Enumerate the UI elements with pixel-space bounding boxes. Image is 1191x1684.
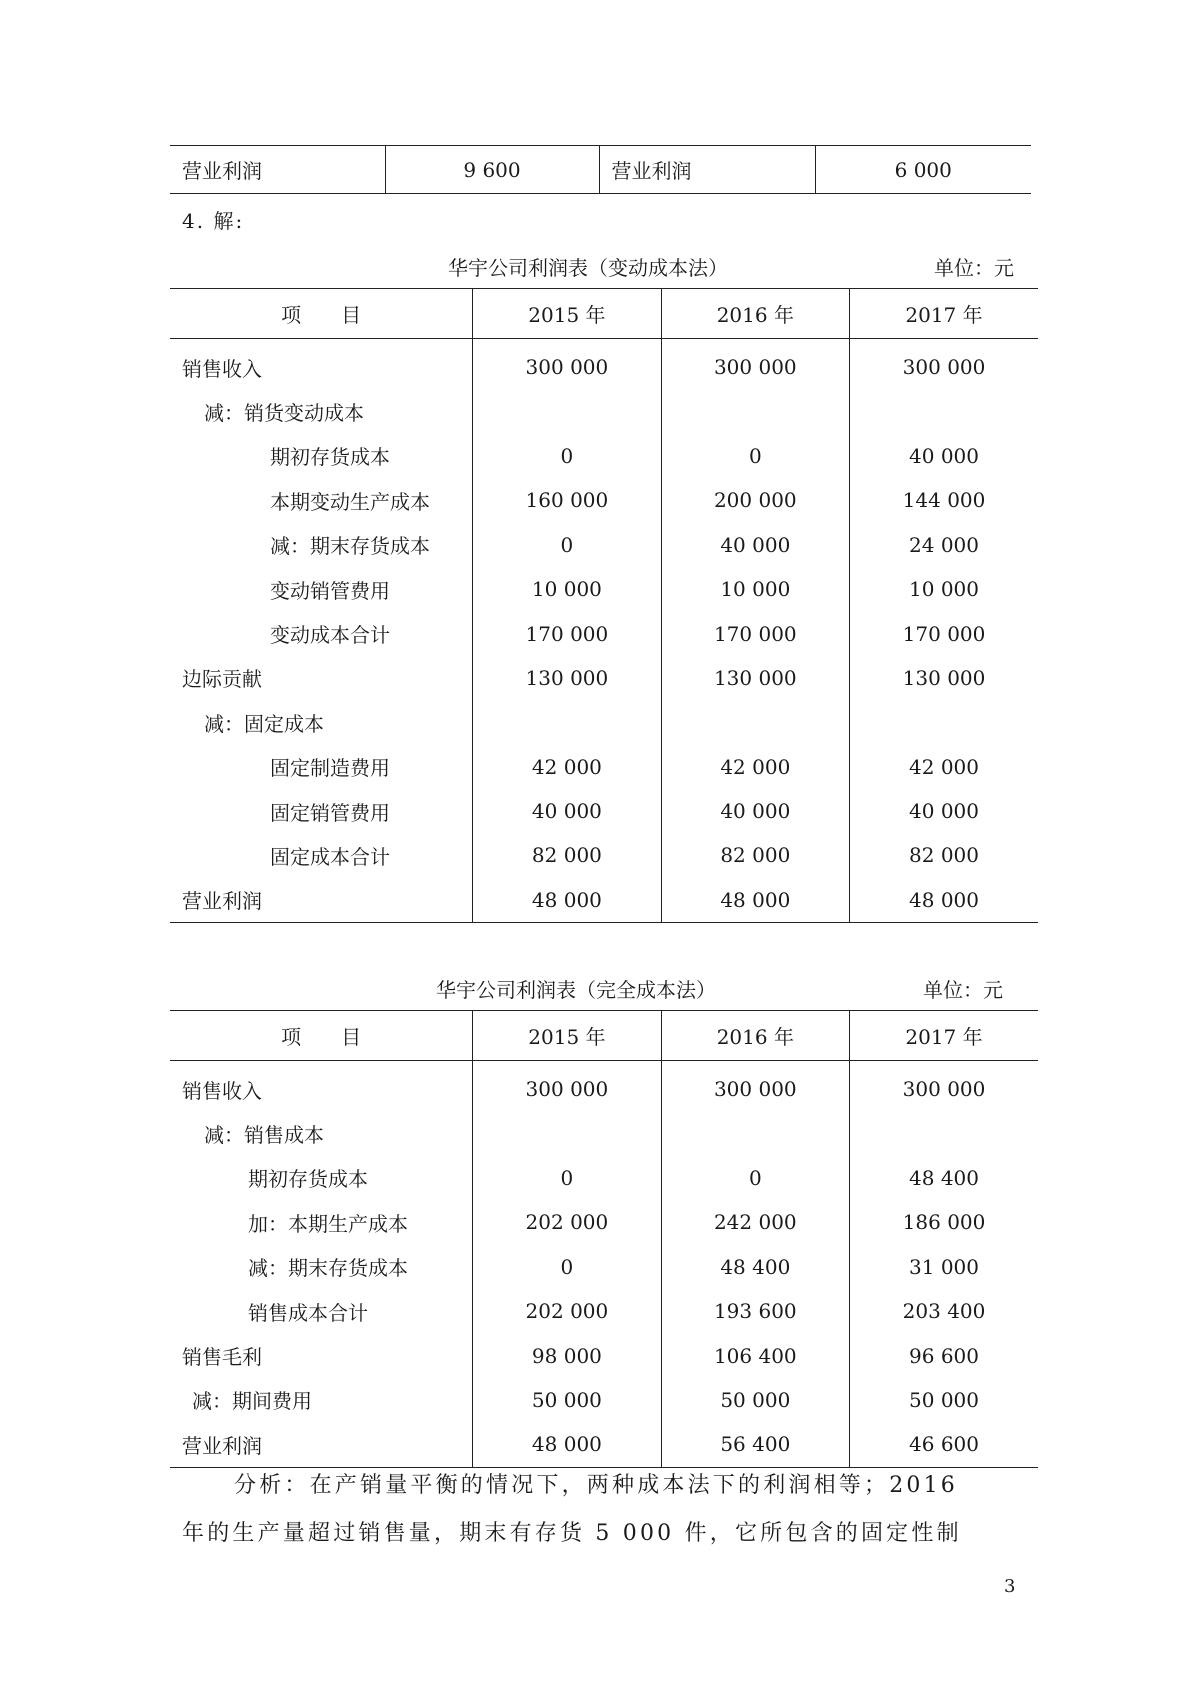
header-year: 2015 年	[473, 289, 661, 339]
table-row	[170, 745, 1038, 789]
row-value: 50 000	[661, 1378, 849, 1422]
row-value: 193 600	[661, 1289, 849, 1333]
table-row	[170, 1061, 1038, 1112]
table-row	[170, 878, 1038, 923]
row-label: 销售收入	[182, 1078, 262, 1103]
row-value: 42 000	[850, 745, 1038, 789]
header-year: 2017 年	[850, 1011, 1038, 1061]
table-row	[170, 434, 1038, 478]
row-value: 48 000	[850, 878, 1038, 923]
row-value	[661, 700, 849, 744]
table-row	[170, 1156, 1038, 1200]
row-label: 减：期间费用	[192, 1389, 312, 1414]
row-label: 本期变动生产成本	[270, 489, 430, 514]
row-value: 24 000	[850, 523, 1038, 567]
row-value: 48 000	[661, 878, 849, 923]
row-label: 固定销管费用	[270, 800, 390, 825]
row-label: 期初存货成本	[270, 445, 390, 470]
row-value	[473, 389, 661, 433]
row-value: 98 000	[473, 1333, 661, 1377]
row-value	[850, 389, 1038, 433]
row-value: 40 000	[661, 789, 849, 833]
row-value: 42 000	[473, 745, 661, 789]
row-value: 56 400	[661, 1422, 849, 1467]
row-value: 170 000	[473, 611, 661, 655]
table-caption: 华宇公司利润表（完全成本法）	[436, 978, 716, 1002]
header-year: 2016 年	[661, 289, 849, 339]
analysis-line-1: 分析：在产销量平衡的情况下，两种成本法下的利润相等；2016	[234, 1473, 958, 1498]
row-value: 186 000	[850, 1200, 1038, 1244]
table-row	[170, 656, 1038, 700]
row-label: 加：本期生产成本	[248, 1211, 408, 1236]
table-row	[170, 389, 1038, 433]
table-row	[170, 523, 1038, 567]
row-value: 50 000	[850, 1378, 1038, 1422]
row-label: 变动成本合计	[270, 623, 390, 648]
row-value: 40 000	[850, 789, 1038, 833]
header-item: 项 目	[170, 1011, 473, 1061]
row-value: 300 000	[850, 339, 1038, 390]
header-item: 项 目	[170, 289, 473, 339]
row-value	[850, 700, 1038, 744]
row-value: 10 000	[850, 567, 1038, 611]
row-label: 减：期末存货成本	[248, 1256, 408, 1281]
row-value: 40 000	[850, 434, 1038, 478]
unit-label: 单位：元	[923, 978, 1003, 1002]
row-value: 170 000	[850, 611, 1038, 655]
row-value	[661, 389, 849, 433]
row-value: 0	[661, 1156, 849, 1200]
row-value: 130 000	[661, 656, 849, 700]
row-value	[473, 1111, 661, 1155]
row-value: 170 000	[661, 611, 849, 655]
row-value: 300 000	[850, 1061, 1038, 1112]
row-value: 0	[473, 1156, 661, 1200]
row-label: 边际贡献	[182, 667, 262, 692]
row-value: 48 400	[850, 1156, 1038, 1200]
row-value: 10 000	[661, 567, 849, 611]
row-label: 固定制造费用	[270, 756, 390, 781]
row-label: 营业利润	[182, 889, 262, 914]
absorption-costing-income-table	[170, 1010, 1038, 1468]
cell-label: 营业利润	[182, 159, 262, 183]
table-row	[170, 611, 1038, 655]
row-value: 82 000	[473, 833, 661, 877]
row-label: 销售收入	[182, 356, 262, 381]
row-value: 48 000	[473, 1422, 661, 1467]
row-value: 0	[473, 523, 661, 567]
row-value	[850, 1111, 1038, 1155]
row-value: 202 000	[473, 1200, 661, 1244]
header-year: 2017 年	[850, 289, 1038, 339]
row-label: 减：销售成本	[204, 1123, 324, 1148]
row-value: 200 000	[661, 478, 849, 522]
row-value: 300 000	[473, 1061, 661, 1112]
table-row	[170, 1289, 1038, 1333]
page-number: 3	[1004, 1576, 1016, 1597]
table-row	[170, 1333, 1038, 1377]
row-value: 50 000	[473, 1378, 661, 1422]
row-label: 营业利润	[182, 1433, 262, 1458]
row-value: 31 000	[850, 1245, 1038, 1289]
cell-value: 6 000	[815, 146, 1031, 194]
table-row	[170, 339, 1038, 390]
row-value: 144 000	[850, 478, 1038, 522]
table-row	[170, 1245, 1038, 1289]
row-value: 96 600	[850, 1333, 1038, 1377]
row-value: 0	[661, 434, 849, 478]
unit-label: 单位：元	[934, 256, 1014, 280]
row-value: 46 600	[850, 1422, 1038, 1467]
table-row	[170, 700, 1038, 744]
row-label: 固定成本合计	[270, 844, 390, 869]
row-value: 202 000	[473, 1289, 661, 1333]
row-value: 48 400	[661, 1245, 849, 1289]
row-label: 期初存货成本	[248, 1167, 368, 1192]
row-value	[473, 700, 661, 744]
row-value: 40 000	[661, 523, 849, 567]
row-label: 减：销货变动成本	[204, 401, 364, 426]
row-value: 160 000	[473, 478, 661, 522]
header-year: 2015 年	[473, 1011, 661, 1061]
row-value: 300 000	[473, 339, 661, 390]
row-value: 242 000	[661, 1200, 849, 1244]
row-value: 130 000	[473, 656, 661, 700]
header-row	[170, 1011, 1038, 1061]
cell-label: 营业利润	[599, 146, 815, 194]
row-value: 130 000	[850, 656, 1038, 700]
row-label: 减：固定成本	[204, 711, 324, 736]
table-row	[170, 1200, 1038, 1244]
cell-value: 9 600	[385, 146, 599, 194]
row-value: 82 000	[850, 833, 1038, 877]
table-row	[170, 789, 1038, 833]
header-row	[170, 289, 1038, 339]
row-label: 减：期末存货成本	[270, 534, 430, 559]
table-row	[170, 567, 1038, 611]
table-row	[170, 833, 1038, 877]
header-year: 2016 年	[661, 1011, 849, 1061]
continuation-table	[170, 145, 1031, 194]
row-value	[661, 1111, 849, 1155]
table-row	[170, 1422, 1038, 1467]
variable-costing-income-table	[170, 288, 1038, 923]
row-value: 40 000	[473, 789, 661, 833]
row-value: 82 000	[661, 833, 849, 877]
analysis-line-2: 年的生产量超过销售量，期末有存货 5 000 件，它所包含的固定性制	[182, 1521, 962, 1546]
row-value: 10 000	[473, 567, 661, 611]
table-row	[170, 1378, 1038, 1422]
row-value: 42 000	[661, 745, 849, 789]
row-value: 300 000	[661, 1061, 849, 1112]
row-label: 销售成本合计	[248, 1300, 368, 1325]
row-label: 变动销管费用	[270, 578, 390, 603]
row-value: 203 400	[850, 1289, 1038, 1333]
table-caption: 华宇公司利润表（变动成本法）	[448, 256, 728, 280]
row-value: 48 000	[473, 878, 661, 923]
row-value: 0	[473, 434, 661, 478]
section-heading: 4. 解:	[182, 209, 245, 233]
table-row	[170, 146, 1031, 194]
row-value: 0	[473, 1245, 661, 1289]
row-value: 300 000	[661, 339, 849, 390]
row-label: 销售毛利	[182, 1345, 262, 1370]
table-row	[170, 478, 1038, 522]
row-value: 106 400	[661, 1333, 849, 1377]
table-row	[170, 1111, 1038, 1155]
